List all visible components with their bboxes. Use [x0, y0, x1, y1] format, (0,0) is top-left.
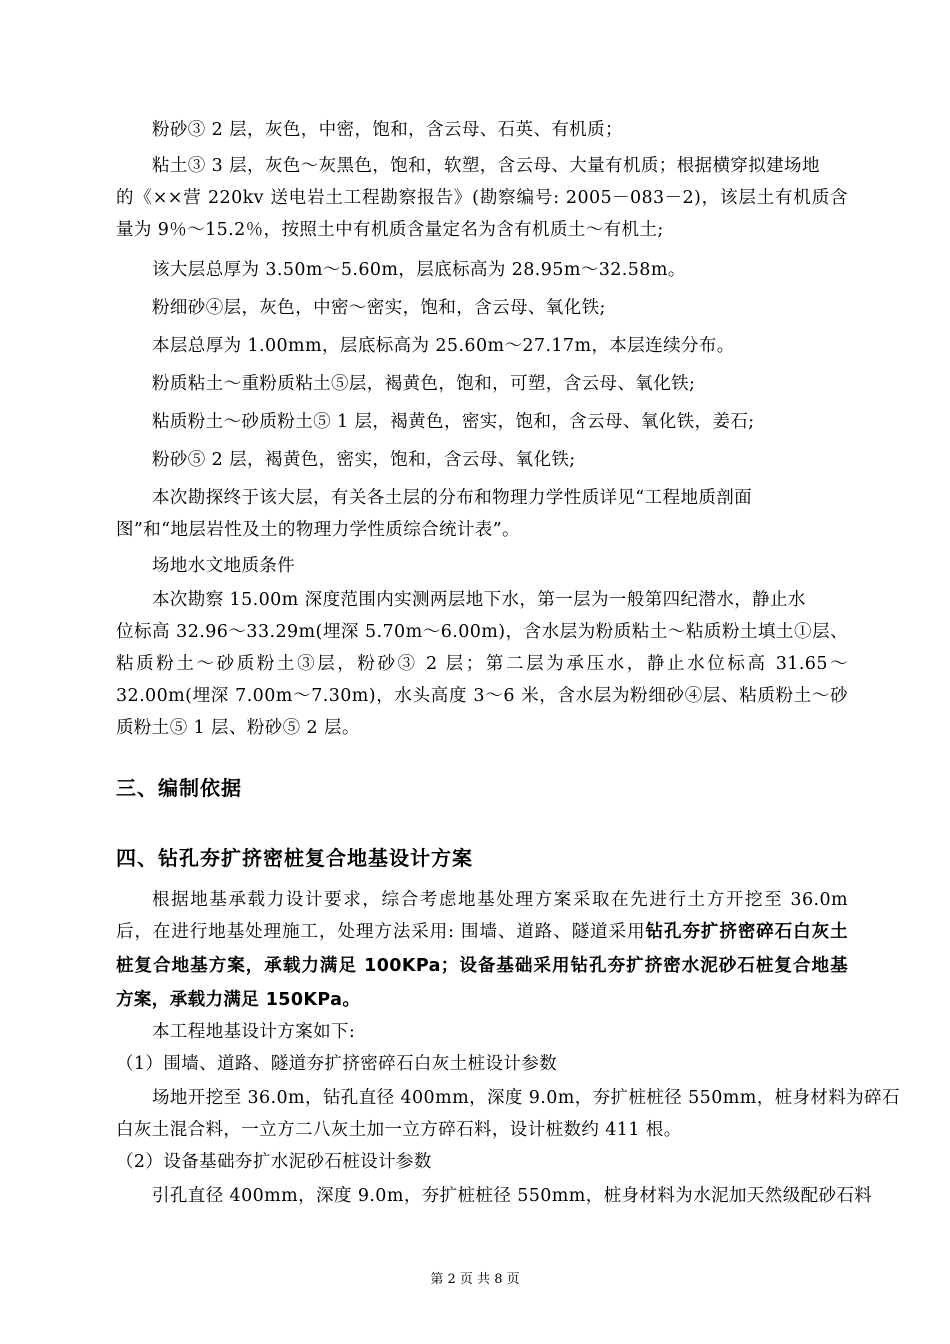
paragraph-line: 粉质粘土～重粉质粘土⑤层，褐黄色，饱和，可塑，含云母、氧化铁;: [152, 374, 696, 394]
list-heading: （1）围墙、道路、隧道夯扩挤密碎石白灰土桩设计参数: [116, 1054, 558, 1074]
paragraph-line: 粉细砂④层，灰色，中密～密实，饱和，含云母、氧化铁;: [152, 298, 606, 318]
paragraph-line: 根据地基承载力设计要求，综合考虑地基处理方案采取在先进行土方开挖至 36.0m: [152, 890, 848, 910]
bold-paragraph-line: 桩复合地基方案，承载力满足 100KPa；设备基础采用钻孔夯扩挤密水泥砂石桩复合地基: [116, 956, 848, 976]
paragraph-line: [116, 920, 848, 944]
paragraph-line: 粘土③ 3 层，灰色～灰黑色，饱和，软塑，含云母、大量有机质；根据横穿拟建场地: [152, 156, 820, 176]
bold-text-run: 钻孔夯扩挤密碎石白灰土: [645, 922, 848, 942]
section-heading-4: 四、钻孔夯扩挤密桩复合地基设计方案: [116, 846, 473, 870]
section-heading-3: 三、编制依据: [116, 776, 242, 800]
paragraph-line: 场地开挖至 36.0m，钻孔直径 400mm，深度 9.0m，夯扩桩桩径 550mm，桩身材料为碎石: [152, 1088, 900, 1108]
paragraph-line: 本层总厚为 1.00mm，层底标高为 25.60m～27.17m，本层连续分布。: [152, 336, 735, 356]
paragraph-line: 白灰土混合料，一立方二八灰土加一立方碎石料，设计桩数约 411 根。: [116, 1120, 682, 1140]
bold-paragraph-line: 方案，承载力满足 150KPa。: [116, 990, 361, 1010]
paragraph-line: 粉砂⑤ 2 层，褐黄色，密实，饱和，含云母、氧化铁;: [152, 450, 576, 470]
paragraph-line: 量为 9％～15.2％，按照土中有机质含量定名为含有机质土～有机土;: [116, 220, 664, 240]
paragraph-line: 质粉土⑤ 1 层、粉砂⑤ 2 层。: [116, 718, 360, 738]
paragraph-line: 本工程地基设计方案如下:: [152, 1022, 356, 1042]
paragraph-line: 图”和“地层岩性及土的物理力学性质综合统计表”。: [116, 520, 520, 540]
paragraph-line: 位标高 32.96～33.29m(埋深 5.70m～6.00m)，含水层为粉质粘土～粘质粉土填土①层、: [116, 622, 848, 642]
paragraph-line: 本次勘探终于该大层，有关各土层的分布和物理力学性质详见“工程地质剖面: [152, 488, 753, 508]
paragraph-line: 本次勘察 15.00m 深度范围内实测两层地下水，第一层为一般第四纪潜水，静止水: [152, 590, 806, 610]
paragraph-line: 粉砂③ 2 层，灰色，中密，饱和，含云母、石英、有机质；: [152, 120, 623, 140]
page-footer: 第 2 页 共 8 页: [430, 1272, 520, 1287]
text-run: 后，在进行地基处理施工，处理方法采用: 围墙、道路、隧道采用: [116, 922, 646, 942]
paragraph-line: 粘质粉土～砂质粉土③层，粉砂③ 2 层；第二层为承压水，静止水位标高 31.65～: [116, 654, 848, 674]
list-heading: （2）设备基础夯扩水泥砂石桩设计参数: [116, 1152, 432, 1172]
section-label: 场地水文地质条件: [152, 556, 296, 576]
paragraph-line: 该大层总厚为 3.50m～5.60m，层底标高为 28.95m～32.58m。: [152, 260, 686, 280]
paragraph-line: 引孔直径 400mm，深度 9.0m，夯扩桩桩径 550mm，桩身材料为水泥加天然级配砂石料: [152, 1186, 873, 1206]
paragraph-line: 的《××营 220kv 送电岩土工程勘察报告》(勘察编号: 2005－083－2)，该层土有机质含: [116, 188, 848, 208]
paragraph-line: 32.00m(埋深 7.00m～7.30m)，水头高度 3～6 米，含水层为粉细砂④层、粘质粉土～砂: [116, 686, 848, 706]
paragraph-line: 粘质粉土～砂质粉土⑤ 1 层，褐黄色，密实，饱和，含云母、氧化铁，姜石;: [152, 412, 755, 432]
